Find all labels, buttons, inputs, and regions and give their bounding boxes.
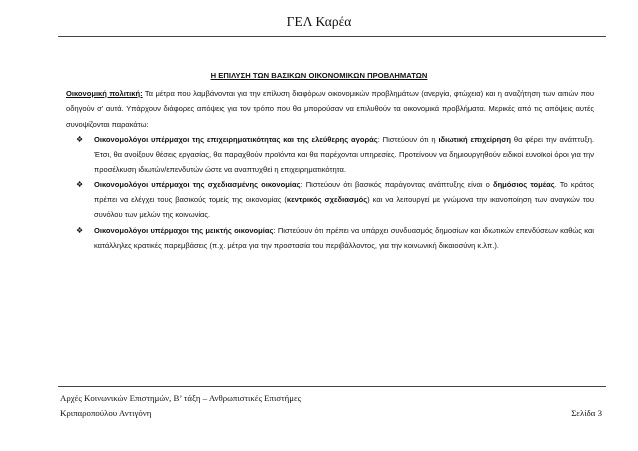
bullet-bold-term: ιδιωτική επιχείρηση — [438, 135, 512, 144]
bullet-lead: Οικονομολόγοι υπέρμαχοι της επιχειρηματικότητας και της ελεύθερης αγοράς — [94, 135, 378, 144]
bullet-text: : Πιστεύουν ότι πρέπει να υπάρχει συνδυασμός δημοσίων και ιδιωτικών επενδύσεων καθώς και κατάλληλες κρατικές παρεμβάσεις (π.χ. μέτρα για την προστασία του περιβάλλοντος, για την κοινωνική δικαιοσύνη κ.λπ.). — [94, 225, 594, 250]
list-item-planned-economy — [70, 177, 594, 222]
footer-divider — [58, 386, 606, 387]
bullet-lead: Οικονομολόγοι υπέρμαχοι της σχεδιασμένης οικονομίας — [94, 180, 301, 190]
page-header-title: ΓΕΛ Καρέα — [286, 14, 352, 29]
bullet-lead: Οικονομολόγοι υπέρμαχοι της μεικτής οικονομίας — [94, 225, 274, 235]
diamond-bullet-icon: ❖ — [76, 180, 84, 190]
bullet-bold-term: κεντρικός σχεδιασμός — [286, 195, 368, 205]
viewpoints-list — [70, 132, 594, 253]
list-item-mixed-economy — [70, 223, 594, 253]
bullet-text: : Πιστεύουν ότι βασικός παράγοντας ανάπτυξης είναι ο — [300, 180, 493, 190]
document-title: Η ΕΠΙΛΥΣΗ ΤΩΝ ΒΑΣΙΚΩΝ ΟΙΚΟΝΟΜΙΚΩΝ ΠΡΟΒΛΗΜΑΤΩΝ — [210, 71, 428, 80]
diamond-bullet-icon: ❖ — [76, 135, 84, 144]
diamond-bullet-icon: ❖ — [76, 225, 84, 235]
header-divider — [58, 36, 606, 37]
intro-paragraph — [66, 86, 594, 132]
bullet-text: . Το κράτος πρέπει να ελέγχει τους βασικούς τομείς της οικονομίας ( — [94, 180, 594, 205]
footer-course: Αρχές Κοινωνικών Επιστημών, Β’ τάξη – Ανθρωπιστικές Επιστήμες — [60, 393, 302, 403]
footer-author: Κριπαροπούλου Αντιγόνη — [60, 408, 152, 418]
intro-lead-term: Οικονομική πολιτική: — [66, 89, 143, 98]
bullet-text: θα φέρει την ανάπτυξη. Έτσι, θα ανοίξουν θέσεις εργασίας, θα παραχθούν προϊόντα και θα παρέχονται υπηρεσίες. Προτείνουν να δημιουργηθούν ειδικοί ευνοϊκοί όροι για την προσέλκυση ιδιωτών/επενδυτών ώστε να αναπτυχθεί η επιχειρηματικότητα. — [94, 135, 594, 175]
bullet-bold-term: δημόσιος τομέας — [493, 180, 555, 190]
list-item-free-market — [70, 132, 594, 177]
bullet-text: ) και να λειτουργεί με γνώμονα την ικανοποίηση των αναγκών του συνόλου των μελών της κοινωνίας. — [94, 195, 594, 220]
intro-text: Τα μέτρα που λαμβάνονται για την επίλυση διαφόρων οικονομικών προβλημάτων (ανεργία, φτώχεια) και η αναζήτηση των αιτιών που οδηγούν σ’ αυτά. Υπάρχουν διάφορες απόψεις για τον τρόπο που θα μπορούσαν να επιλυθούν τα οικονομικά προβλήματα. Μερικές από τις απόψεις αυτές συνοψίζονται παρακάτω: — [66, 89, 594, 129]
bullet-text: : Πιστεύουν ότι η — [377, 135, 439, 144]
page-number: Σελίδα 3 — [571, 408, 602, 418]
